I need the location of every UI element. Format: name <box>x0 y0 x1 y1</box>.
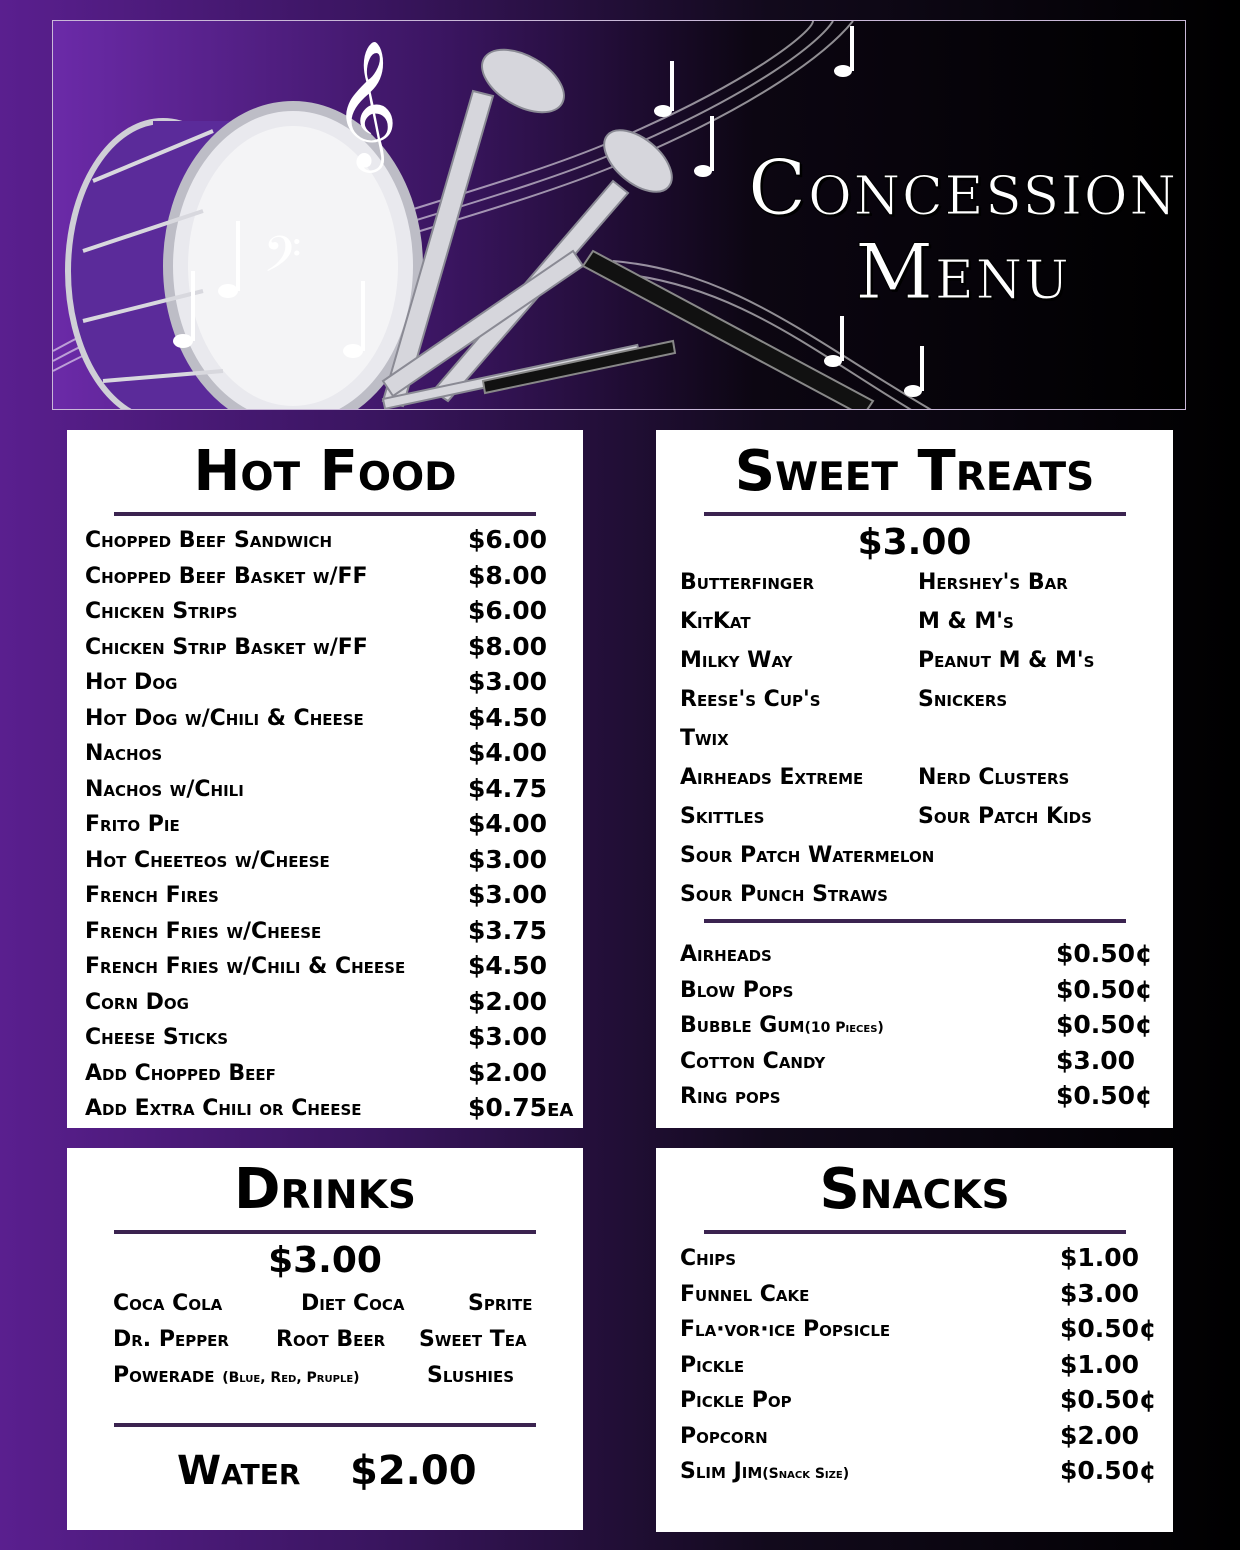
item-label: Hot Dog <box>85 670 178 695</box>
menu-item-name <box>85 1096 362 1121</box>
menu-item-name <box>85 670 177 695</box>
divider <box>114 1423 536 1427</box>
svg-text:𝄢: 𝄢 <box>263 226 302 296</box>
svg-text:𝄞: 𝄞 <box>333 39 399 167</box>
menu-item-price: $6.00 <box>468 596 548 625</box>
item-label: Popcorn <box>680 1423 768 1449</box>
item-label: Nachos w/Chili <box>85 776 244 802</box>
menu-item-name <box>680 1013 884 1038</box>
candy-item: Twix <box>680 726 729 751</box>
sweet-treats-card <box>656 430 1173 1128</box>
candy-item: Nerd Clusters <box>918 765 1070 790</box>
sweet-treats-title: Sweet Treats <box>734 439 1095 504</box>
menu-item-price: $3.00 <box>1056 1045 1136 1075</box>
item-label: French Fries w/Cheese <box>85 918 322 944</box>
menu-item-name <box>85 954 405 979</box>
menu-item-price: $0.50¢ <box>1056 939 1153 968</box>
menu-item-price: $6.00 <box>468 525 548 554</box>
divider <box>704 1230 1126 1234</box>
menu-item-price: $8.00 <box>468 631 548 661</box>
candy-item: Hershey's Bar <box>918 570 1068 595</box>
menu-item-name <box>85 1061 276 1086</box>
menu-item-name <box>85 741 162 766</box>
menu-item-name <box>680 1459 849 1484</box>
menu-item-price: $0.50¢ <box>1056 974 1153 1004</box>
menu-item-price: $0.50¢ <box>1056 1081 1153 1110</box>
item-label: Corn Dog <box>85 989 189 1015</box>
drink-item: Sweet Tea <box>419 1327 527 1352</box>
menu-item-name <box>680 1388 792 1413</box>
snacks-title: Snacks <box>819 1157 1010 1222</box>
menu-item-price: $4.50 <box>468 702 548 732</box>
menu-item-name <box>680 1353 744 1378</box>
divider <box>704 919 1126 923</box>
menu-item-price: $3.00 <box>468 844 548 874</box>
item-label: Chips <box>680 1246 737 1271</box>
drink-item: Root Beer <box>276 1327 386 1352</box>
item-label: Funnel Cake <box>680 1281 810 1307</box>
menu-item-name <box>680 1084 781 1109</box>
menu-item-price: $1.00 <box>1060 1243 1140 1272</box>
water-price: $2.00 <box>350 1448 477 1494</box>
item-label: Chicken Strips <box>85 599 238 624</box>
menu-item-name <box>85 1025 228 1050</box>
drink-item: Sprite <box>468 1291 533 1316</box>
item-label: Pickle <box>680 1352 745 1378</box>
banner <box>52 20 1186 410</box>
drink-item: Coca Cola <box>113 1291 223 1316</box>
menu-item-price: $3.00 <box>468 880 548 909</box>
drink-name: Powerade <box>113 1363 215 1388</box>
drink-item <box>113 1363 360 1388</box>
item-label: Cheese Sticks <box>85 1025 228 1050</box>
drink-item: Diet Coca <box>301 1291 405 1316</box>
menu-item-name <box>680 1049 825 1074</box>
candy-item: Snickers <box>918 687 1008 712</box>
menu-item-price: $3.75 <box>468 915 548 945</box>
hot-food-card <box>67 430 583 1128</box>
water-label: Water <box>177 1448 301 1494</box>
item-label: Chopped Beef Basket w/FF <box>85 563 368 589</box>
candy-item: Skittles <box>680 804 765 829</box>
menu-item-price: $3.00 <box>468 667 548 696</box>
menu-item-name <box>85 528 332 553</box>
menu-item-price: $8.00 <box>468 560 548 590</box>
item-label: Frito Pie <box>85 812 180 837</box>
menu-item-name <box>85 564 368 589</box>
divider <box>114 512 536 516</box>
menu-item-name <box>85 919 321 944</box>
menu-item-name <box>85 706 364 731</box>
item-label: Blow Pops <box>680 977 794 1003</box>
menu-item-price: $4.75 <box>468 773 548 803</box>
item-label: Bubble Gum <box>680 1013 805 1038</box>
item-label: Cotton Candy <box>680 1048 826 1074</box>
divider <box>114 1230 536 1234</box>
menu-item-price: $2.00 <box>468 1057 548 1087</box>
item-label: Chicken Strip Basket w/FF <box>85 634 368 660</box>
menu-item-name <box>85 635 368 660</box>
item-note: (10 Pieces) <box>804 1020 884 1036</box>
menu-item-price: $4.00 <box>468 738 548 767</box>
menu-item-name <box>680 1282 809 1307</box>
menu-item-name <box>85 848 330 873</box>
menu-item-price: $3.00 <box>1060 1278 1140 1308</box>
sweet-treats-price: $3.00 <box>857 522 972 563</box>
menu-title: Concession Menu <box>748 143 1178 316</box>
item-note: (Snack Size) <box>762 1466 850 1482</box>
candy-item: Reese's Cup's <box>680 687 821 712</box>
item-label: Slim Jim <box>680 1459 763 1484</box>
item-label: Fla·vor·ice Popsicle <box>680 1317 891 1342</box>
menu-item-price: $0.50¢ <box>1060 1456 1157 1485</box>
menu-item-name <box>85 990 189 1015</box>
menu-item-name <box>680 1317 890 1342</box>
menu-item-name <box>680 1246 736 1271</box>
menu-item-price: $4.50 <box>468 951 548 980</box>
menu-item-name <box>85 812 180 837</box>
menu-item-price: $0.50¢ <box>1060 1385 1157 1414</box>
menu-item-name <box>85 777 244 802</box>
menu-item-price: $1.00 <box>1060 1349 1140 1379</box>
menu-item-name <box>85 599 237 624</box>
candy-item: M & M's <box>918 609 1014 634</box>
menu-item-price: $0.50¢ <box>1060 1314 1157 1343</box>
item-label: Add Chopped Beef <box>85 1060 276 1086</box>
candy-item: Sour Patch Kids <box>918 804 1092 829</box>
drinks-title: Drinks <box>234 1157 416 1222</box>
menu-item-name <box>680 978 793 1003</box>
divider <box>704 512 1126 516</box>
item-label: French Fires <box>85 883 219 908</box>
item-label: Add Extra Chili or Cheese <box>85 1096 362 1121</box>
item-label: Nachos <box>85 741 163 766</box>
candy-item: Peanut M & M's <box>918 648 1095 673</box>
item-label: French Fries w/Chili & Cheese <box>85 954 406 979</box>
drink-item: Dr. Pepper <box>113 1327 229 1352</box>
menu-item-price: $4.00 <box>468 809 548 838</box>
candy-item: Sour Patch Watermelon <box>680 843 935 868</box>
menu-item-price: $0.50¢ <box>1056 1010 1153 1039</box>
candy-item: Butterfinger <box>680 570 815 595</box>
menu-item-name <box>680 1424 768 1449</box>
drinks-price: $3.00 <box>268 1240 382 1281</box>
snacks-card <box>656 1148 1173 1532</box>
item-label: Hot Cheeteos w/Cheese <box>85 847 330 873</box>
menu-item-name <box>85 883 219 908</box>
drinks-card <box>67 1148 583 1530</box>
hot-food-title: Hot Food <box>193 439 457 504</box>
candy-item: Sour Punch Straws <box>680 882 888 907</box>
candy-item: Airheads Extreme <box>680 765 864 790</box>
menu-item-price: $2.00 <box>1060 1420 1140 1450</box>
item-label: Pickle Pop <box>680 1388 792 1413</box>
menu-item-price: $0.75ea <box>468 1093 574 1122</box>
menu-item-price: $3.00 <box>468 1022 548 1051</box>
item-label: Chopped Beef Sandwich <box>85 528 333 553</box>
item-label: Ring pops <box>680 1084 781 1109</box>
item-label: Hot Dog w/Chili & Cheese <box>85 705 364 731</box>
menu-item-price: $2.00 <box>468 986 548 1016</box>
menu-item-name <box>680 942 772 967</box>
candy-item: KitKat <box>680 609 751 634</box>
drink-item: Slushies <box>427 1363 515 1388</box>
candy-item: Milky Way <box>680 648 793 673</box>
item-label: Airheads <box>680 942 772 967</box>
drink-note: (Blue, Red, Pruple) <box>222 1370 360 1386</box>
